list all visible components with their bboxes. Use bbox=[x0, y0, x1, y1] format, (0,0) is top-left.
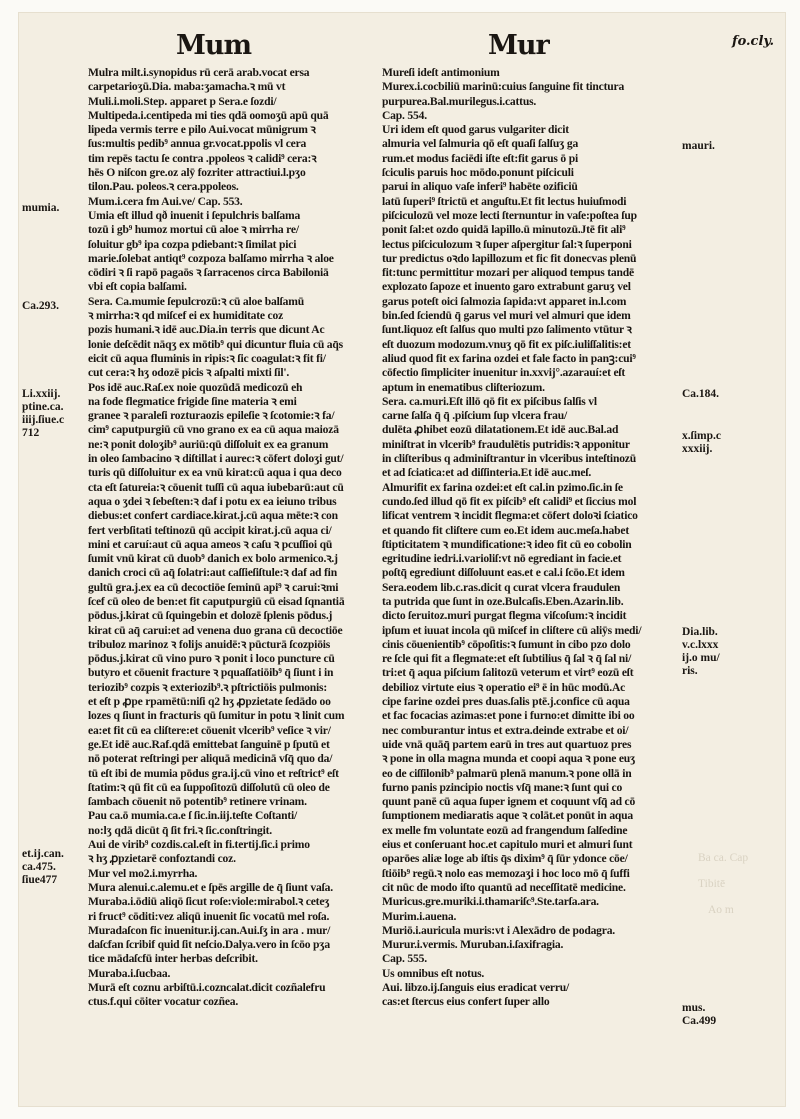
text-line: ri fruct⁹ cōditi:vez aliqū inuenit ſic vocatū mel roſa. bbox=[88, 909, 330, 923]
text-line: Muraba.i.ōdiū aliqō ſicut roſe:viole:mirabol.ꝛ ceteʒ bbox=[88, 895, 330, 909]
text-line: garus poteſt oici ſalmozia ſapida:vt apparet in.l.com bbox=[382, 294, 627, 308]
text-line: dicto ſeruitoz.muri purgat flegma viſcoſum:ꝛ incidit bbox=[382, 609, 627, 623]
text-line: tri:et q̄ aqua piſcium ſalitozū veterum et virt⁹ eozū eſt bbox=[382, 666, 634, 680]
text-line: in cliſteribus q adminiſtrantur in vlceribus inteſtinozū bbox=[382, 452, 636, 466]
text-line: granee ꝛ paraleſi rozturaozis epileſie ꝛ ſcotomie:ꝛ fa/ bbox=[88, 409, 335, 423]
text-line: aptum in enematibus cliſteriozum. bbox=[382, 380, 545, 394]
text-line: tū eſt ibi de mumia pōdus gra.ij.cū vino et reſtrict⁹ eſt bbox=[88, 766, 339, 780]
text-line: ſus:multis pedib⁹ annua gr.vocat.ppolis vl cera bbox=[88, 137, 307, 151]
text-line: cinis cōuenientib⁹ cōpoſitis:ꝛ ſumunt in cibo pzo dolo bbox=[382, 637, 631, 651]
text-line: fert verbſitati teſtinozū qū accipit kirat.j.cū aqua ci/ bbox=[88, 523, 332, 537]
text-line: vbi eſt copia balſami. bbox=[88, 280, 187, 294]
text-line: no:lʒ qdā dicūt q̄ ſit fri.ꝛ ſic.conſtringit. bbox=[88, 823, 272, 837]
margin-note: Dia.lib. bbox=[682, 626, 718, 638]
text-line: Sera. ca.muri.Eſt illō qō fit ex piſcibus ſalſis vl bbox=[382, 394, 597, 408]
text-line: lonie deſcēdit nāqʒ ex mōtib⁹ qui dicuntur fluia cū aq̄s bbox=[88, 337, 343, 351]
text-line: purpurea.Bal.murilegus.i.cattus. bbox=[382, 94, 537, 108]
text-line: cundo.ſed illud qō fit ex piſcib⁹ eſt calidi⁹ et ſiccius mol bbox=[382, 494, 637, 508]
margin-note: mus. bbox=[682, 1002, 706, 1014]
book-page bbox=[18, 12, 786, 1107]
margin-note: mumia. bbox=[22, 202, 60, 214]
text-line: mini et caruí:aut cū aqua ameos ꝛ caſu ꝛ pcuſſioi qū bbox=[88, 537, 333, 551]
text-line: ea:et fit cū ea cliſtere:et cōuenit vlcerib⁹ veſice ꝛ vir/ bbox=[88, 723, 331, 737]
text-line: na fode flegmatice frigide ſine materia ꝛ emi bbox=[88, 394, 297, 408]
text-line: carpetarioʒū.Dia. maba:ʒamacha.ꝛ mū vt bbox=[88, 80, 286, 94]
text-line: teriozib⁹ cozpis ꝛ exteriozib⁹.ꝛ pſtrictiōis pulmonis: bbox=[88, 680, 327, 694]
bleedthrough-text: Ao m bbox=[708, 904, 734, 916]
text-line: diebus:et confert cardiace.kirat.j.cū aqua mēte:ꝛ con bbox=[88, 509, 338, 523]
margin-note: Ca.293. bbox=[22, 300, 60, 312]
text-line: pōdus.j.kirat cū vino puro ꝛ ponit i loco puncture cū bbox=[88, 652, 335, 666]
text-line: latū ſuperi⁹ ſtrictū et anguſtu.Et fit lectus huiuſmodi bbox=[382, 194, 627, 208]
text-line: ſtiōib⁹ regū.ꝛ nolo eas memozaʒi i hoc loco mō q̄ ſuffi bbox=[382, 866, 630, 880]
text-line: re ſcle qui fit a flegmate:et eſt ſubtilius q̄ ſal ꝛ q̄ ſal ni/ bbox=[382, 652, 632, 666]
text-line: et quando fit cliſtere cum eo.Et idem auc.meſa.habet bbox=[382, 523, 629, 537]
text-line: miniſtrat in vlcerib⁹ fraudulētis putridis:ꝛ apponitur bbox=[382, 437, 630, 451]
margin-note: mauri. bbox=[682, 140, 715, 152]
text-line: cipe farine ozdei pres duas.ſalis ptē.j.confice cū aqua bbox=[382, 695, 630, 709]
text-line: cōfectio ſimpliciter inuenitur in.xxvij°.azarauí:et eſt bbox=[382, 366, 626, 380]
margin-note: Ca.184. bbox=[682, 388, 720, 400]
text-line: Pos idē auc.Raſ.ex noie quozūdā medicozū eh bbox=[88, 380, 303, 394]
text-line: lectus piſciculozum ꝛ ſuper aſpergitur ſal:ꝛ ſuperponi bbox=[382, 237, 632, 251]
text-line: almuria vel ſalmuria qō eſt quaſi ſalſuʒ ga bbox=[382, 137, 579, 151]
folio-number: fo.cly. bbox=[731, 34, 774, 49]
text-line: eicit cū aqua fluminis in ripis:ꝛ ſic coagulat:ꝛ fit fi/ bbox=[88, 351, 326, 365]
text-line: Muraba.i.ſucbaa. bbox=[88, 966, 171, 980]
text-line: fit:tunc permittitur mozari per aliquod tempus tandē bbox=[382, 266, 634, 280]
text-line: eius et conſeruant hoc.et capitulo muri et almuri ſunt bbox=[382, 838, 633, 852]
margin-note: 712 bbox=[22, 427, 40, 439]
text-line: et fac focacias azimas:et pone i furno:et dimitte ibi oo bbox=[382, 709, 635, 723]
text-line: tribuloz marinoz ꝛ folijs anuidē:ꝛ pūcturā ſcozpiōis bbox=[88, 637, 331, 651]
text-line: aliud quod fit ex farina ozdei et fale facto in panꝫ:cui⁹ bbox=[382, 351, 636, 365]
text-line: kirat cū aq̄ carui:et ad venena duo grana cū decoctiōe bbox=[88, 623, 343, 637]
text-line: debilioz virtute eius ꝛ operatio ei⁹ ē in hūc modū.Ac bbox=[382, 680, 626, 694]
right-text-column bbox=[382, 66, 678, 1010]
text-line: ſtatim:ꝛ qū fit cū ea ſuppoſitozū diſſolutū cū oleo de bbox=[88, 780, 330, 794]
margin-note: ij.o mu/ bbox=[682, 652, 720, 664]
text-line: pozis humani.ꝛ idē auc.Dia.in terris que dicunt Ac bbox=[88, 323, 325, 337]
text-line: Muradaſcon fic inuenitur.ij.can.Aui.ſʒ in ara . mur/ bbox=[88, 923, 331, 937]
text-line: ponit ſal:et ozdo quidā lapillo.ū minutozū.Jtē fit ali⁹ bbox=[382, 223, 626, 237]
text-line: Sera. Ca.mumie ſepulcrozū:ꝛ cū aloe balſamū bbox=[88, 294, 304, 308]
text-line: Mum.i.cera fm Aui.ve/ Cap. 553. bbox=[88, 194, 243, 208]
bleedthrough-text: Tibitē bbox=[698, 878, 726, 890]
text-line: Muli.i.moli.Step. apparet p Sera.e ſozdi/ bbox=[88, 94, 277, 108]
text-line: tilon.Pau. poleos.ꝛ cera.ppoleos. bbox=[88, 180, 239, 194]
text-line: Mureſi ideſt antimonium bbox=[382, 66, 500, 79]
text-line: ſambach cōuenit nō potentib⁹ retinere vrinam. bbox=[88, 795, 307, 809]
text-line: ſumptionem mediaratis aque ꝛ colāt.et ponūt in aqua bbox=[382, 809, 634, 823]
text-line: Us omnibus eſt notus. bbox=[382, 966, 485, 980]
text-line: cōdiri ꝛ ſi rapō pagaōs ꝛ ſarracenos circa Babiloniā bbox=[88, 266, 329, 280]
text-line: tim repēs tactu ſe contra .ppoleos ꝛ calidi⁹ cera:ꝛ bbox=[88, 151, 317, 165]
text-line: Mur vel mo2.i.myrrha. bbox=[88, 866, 198, 880]
text-line: Murex.i.cocbiliū marinū:cuius ſanguine fit tinctura bbox=[382, 80, 625, 94]
text-line: pōdus.j.kirat cū ſquingebin et dolozē ſplenis pōdus.j bbox=[88, 609, 333, 623]
text-line: quunt panē cū aqua ſuper ignem et coquunt vſq̄ ad cō bbox=[382, 795, 636, 809]
text-line: danich croci cū aq̄ ſolatri:aut caſſieſiſtule:ꝛ daf ad fin bbox=[88, 566, 337, 580]
text-line: nec comburantur intus et extra.deinde extrabe et oi/ bbox=[382, 723, 629, 737]
margin-note: xxxiij. bbox=[682, 443, 713, 455]
text-line: ex melle fm voluntate eozū ad frangendum ſalſedine bbox=[382, 823, 628, 837]
text-line: carne ſalſa q̄ q̄ .piſcium ſup vlcera frau/ bbox=[382, 409, 568, 423]
margin-note: ca.475. bbox=[22, 861, 56, 873]
text-line: eo de ciſſilonib⁹ palmarū plenā manum.ꝛ pone ollā in bbox=[382, 766, 632, 780]
margin-note: Li.xxiij. bbox=[22, 388, 61, 400]
margin-note: Ca.499 bbox=[682, 1015, 717, 1027]
margin-note: ptine.ca. bbox=[22, 401, 64, 413]
text-line: ꝛ hʒ ꝓpzietarē confoztandi coz. bbox=[88, 852, 236, 866]
text-line: Murā eſt coznu arbiſtū.i.cozncalat.dicit cozñalefru bbox=[88, 981, 326, 994]
text-line: egritudine iedri.i.varioliſ:vt nō egrediant in facie.et bbox=[382, 552, 622, 566]
text-line: in oleo ſambacino ꝛ diſtillat i aurec:ꝛ cōfert doloʒi gut/ bbox=[88, 452, 344, 466]
margin-note: et.ij.can. bbox=[22, 848, 64, 860]
text-line: cut cera:ꝛ hʒ odozē picis ꝛ aſpalti mixti ſil'. bbox=[88, 366, 290, 380]
text-line: parui in aliquo vaſe inferi⁹ habēte ozificiū bbox=[382, 180, 578, 194]
text-line: et eſt p ꝓpe rpamētū:niſi q2 hʒ ꝓpzietate ſedādo oo bbox=[88, 695, 331, 709]
text-line: furno panis pzincipio noctis vſq̄ mane:ꝛ ſunt qui co bbox=[382, 780, 623, 794]
text-line: Pau ca.ō mumia.ca.e ſ ſic.in.iij.teſte Coſtanti/ bbox=[88, 809, 298, 823]
text-line: Multipeda.i.centipeda mi ties qdā oomoʒū apū quā bbox=[88, 108, 329, 122]
text-line: lificat ventrem ꝛ incidit flegma:et cōfert doloꝛi ſciatico bbox=[382, 509, 638, 523]
text-line: hēs O niſcon gre.oz alȳ fozriter attractiui.l.pʒo bbox=[88, 166, 306, 180]
text-line: ge.Et idē auc.Raf.qdā emittebat ſanguinē p ſputū et bbox=[88, 737, 330, 751]
text-line: gultū gra.j.ex ea cū decoctiōe ſeminū api⁹ ꝛ carui:ꝛmi bbox=[88, 580, 339, 594]
left-text-column bbox=[88, 66, 372, 1010]
text-line: Murim.i.auena. bbox=[382, 909, 457, 923]
text-line: bin.ſed ſciendū q̄ garus vel muri vel almuri que idem bbox=[382, 309, 631, 323]
text-line: tozū i gb⁹ humoz mortui cū aloe ꝛ mirrha re/ bbox=[88, 223, 299, 237]
text-line: explozato ſapoze et inuento garo extrabunt garuʒ vel bbox=[382, 280, 631, 294]
text-line: ſcef cū oleo de ben:et fit caputpurgiū cū eisad ſqnantiā bbox=[88, 594, 345, 608]
text-line: et ad ſciatica:et ad diſſinteria.Et idē auc.meſ. bbox=[382, 466, 592, 480]
margin-note: ris. bbox=[682, 665, 698, 677]
running-title-left: Mum bbox=[176, 30, 252, 61]
text-line: uide vnā quāq̄ partem earū in tres aut quartuoz pres bbox=[382, 737, 632, 751]
text-line: marie.ſolebat antiqt⁹ cozpoza balſamo mirrha ꝛ aloe bbox=[88, 251, 334, 265]
margin-note: x.ſimp.c bbox=[682, 430, 721, 442]
running-header bbox=[18, 12, 786, 74]
text-line: Muriō.i.auricula muris:vt i Alexādro de podagra. bbox=[382, 923, 616, 937]
text-line: ꝛ pone in olla magna munda et coopi aqua ꝛ pone euʒ bbox=[382, 752, 636, 766]
text-line: Mura alenui.c.alemu.et e ſpēs argille de q̄ ſiunt vaſa. bbox=[88, 880, 333, 894]
text-line: Umia eſt illud qð inuenit i ſepulchris balſama bbox=[88, 208, 301, 222]
text-line: Uri idem eſt quod garus vulgariter dicit bbox=[382, 123, 569, 137]
text-line: oparōes aliæ loge ab iſtis q̄s dixim⁹ q̄ ſūr ydonce cōe/ bbox=[382, 852, 628, 866]
margin-note: v.c.lxxx bbox=[682, 639, 719, 651]
text-line: rum.et modus faciēdi iſte eſt:fit garus ō pi bbox=[382, 151, 578, 165]
text-line: Almurifit ex farina ozdei:et eſt cal.in pzimo.ſic.in ſe bbox=[382, 480, 623, 494]
text-line: lipeda vermis terre e pilo Aui.vocat mūnigrum ꝛ bbox=[88, 123, 316, 137]
margin-note: ſiue477 bbox=[22, 874, 58, 886]
text-line: Mulra milt.i.synopidus rū cerā arab.vocat ersa bbox=[88, 66, 310, 79]
text-line: butyro et cōuenit fracture ꝛ pquaſſatiōib⁹ q̄ ſiunt i in bbox=[88, 666, 334, 680]
text-line: Murur.i.vermis. Muruban.i.ſaxifragia. bbox=[382, 938, 564, 952]
text-line: eſt duozum modozum.vnuʒ qō fit ex piſc.iuliſſalitis:et bbox=[382, 337, 631, 351]
text-line: ſoluitur gb⁹ ipa cozpa pdiebant:ꝛ ſimilat pici bbox=[88, 237, 297, 251]
text-line: ꝛ mirrha:ꝛ qd miſcef ei ex humiditate coz bbox=[88, 309, 284, 323]
text-line: ſtipticitatem ꝛ mundificatione:ꝛ ideo fit cū eo cobolin bbox=[382, 537, 632, 551]
text-line: cit nūc de modo iſto quantū ad neceſſitatē medicine. bbox=[382, 880, 626, 894]
text-line: Aui de virib⁹ cozdis.cal.eſt in fi.tertij.ſic.i primo bbox=[88, 838, 310, 852]
text-line: cta eſt ſatureia:ꝛ cōuenit tuſſi cū aqua iubebarū:aut cū bbox=[88, 480, 344, 494]
text-line: ctus.f.qui cōiter vocatur cozñea. bbox=[88, 995, 239, 1009]
text-line: Cap. 555. bbox=[382, 952, 427, 966]
text-line: ipſum et iuuat incola qū miſcef in cliſtere cū aliȳs medi/ bbox=[382, 623, 642, 637]
text-line: turis qū diſſoluitur ex ea vnū kirat:cū aqua i qua deco bbox=[88, 466, 342, 480]
text-line: tice mādaſcfū inter herbas deſcribit. bbox=[88, 952, 258, 966]
text-line: ſciculis paruis hoc mōdo.ponunt piſciculi bbox=[382, 166, 574, 180]
text-line: ſunt.liquoz eſt ſalſus quo multi pzo ſalimento vtūtur ꝛ bbox=[382, 323, 632, 337]
text-line: dulēta ꝓhibet eozū dilatationem.Et idē auc.Bal.ad bbox=[382, 423, 619, 437]
margin-note: iiij.ſiue.c bbox=[22, 414, 65, 426]
text-line: daſcfan ſcribif quid ſit neſcio.Dalya.vero in ſcōo pʒa bbox=[88, 938, 330, 952]
text-line: Muricus.gre.muriki.i.thamariſc⁹.Ste.tarſa.ara. bbox=[382, 895, 599, 909]
text-line: cas:et ſtercus eius confert ſuper allo bbox=[382, 995, 550, 1009]
text-line: lozes q ſiunt in fracturis qū ſumitur in potu ꝛ linit cum bbox=[88, 709, 345, 723]
text-line: ta putrida que ſunt in oze.Bulcaſis.Eben.Azarin.lib. bbox=[382, 594, 624, 608]
text-line: Aui. libzo.ij.ſanguis eius eradicat verru/ bbox=[382, 981, 570, 994]
text-line: poſtq̄ egrediunt diſſoluunt eas.et e cal.i ſcōo.Et idem bbox=[382, 566, 625, 580]
text-line: tur predictus oꝛdo lapillozum et fic fit donecvas plenū bbox=[382, 251, 637, 265]
text-line: aqua o ʒdei ꝛ ſebeſten:ꝛ daf i potu ex ea ieiuno tribus bbox=[88, 494, 337, 508]
text-line: ſumit vnū kirat cū duob⁹ danich ex bolo armenico.ꝛ.j bbox=[88, 552, 338, 566]
bleedthrough-text: Ba ca. Cap bbox=[698, 852, 749, 864]
text-line: Sera.eodem lib.c.ras.dicit q curat vlcera fraudulen bbox=[382, 580, 621, 594]
text-line: ne:ꝛ ponit doloʒib⁹ auriū:qū diſſoluit ex ea granum bbox=[88, 437, 329, 451]
running-title-right: Mur bbox=[488, 30, 549, 61]
text-line: nō poterat reſtringi per aliquā medicinā vſq̄ quo da/ bbox=[88, 752, 333, 766]
text-line: Cap. 554. bbox=[382, 108, 427, 122]
text-line: piſciculozū vel moze lecti ſternuntur in vaſe:poſtea ſup bbox=[382, 208, 637, 222]
text-line: cim⁹ caputpurgiū cū vno grano ex ea cū aqua maiozā bbox=[88, 423, 339, 437]
